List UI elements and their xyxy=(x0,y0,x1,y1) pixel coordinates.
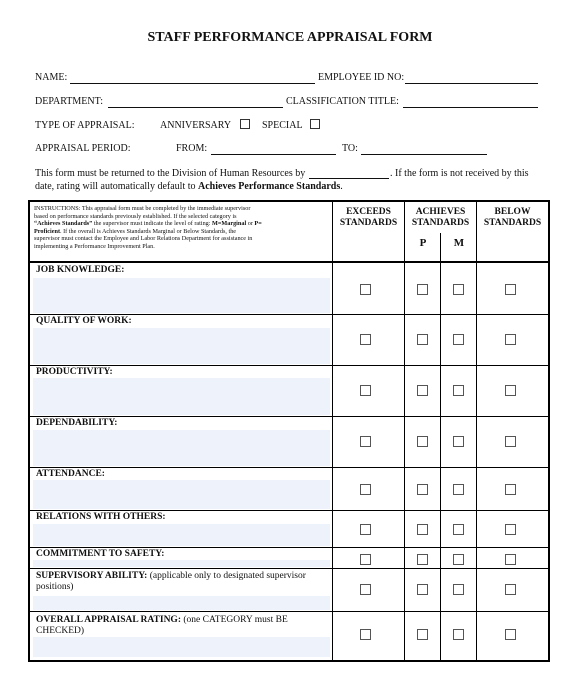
checkbox-dependability-proficient[interactable] xyxy=(417,436,428,447)
row-divider xyxy=(30,568,548,569)
checkbox-attendance-proficient[interactable] xyxy=(417,484,428,495)
row-label-attendance xyxy=(36,469,330,480)
col-header-line: STANDARDS xyxy=(411,218,470,228)
employee-id-field[interactable] xyxy=(405,83,538,84)
instructions-emphasis: Proficient xyxy=(34,227,61,235)
form-title: STAFF PERFORMANCE APPRAISAL FORM xyxy=(147,30,433,45)
checkbox-dependability-exceeds[interactable] xyxy=(360,436,371,447)
row-label-note: (applicable only to designated supervisor positions) xyxy=(36,571,306,592)
checkbox-productivity-marginal[interactable] xyxy=(453,385,464,396)
checkbox-safety-marginal[interactable] xyxy=(453,554,464,565)
row-divider xyxy=(30,416,548,417)
instructions-text xyxy=(34,205,330,251)
checkbox-quality-of-work-proficient[interactable] xyxy=(417,334,428,345)
col-header-line: BELOW xyxy=(494,207,531,217)
anniversary-checkbox[interactable] xyxy=(240,119,250,129)
return-note-end: . xyxy=(340,181,343,192)
col-header-line: STANDARDS xyxy=(339,218,398,228)
col-header-line: ACHIEVES xyxy=(415,207,466,217)
type-of-appraisal-label: TYPE OF APPRAISAL: xyxy=(35,120,135,131)
checkbox-job-knowledge-below[interactable] xyxy=(505,284,516,295)
checkbox-safety-below[interactable] xyxy=(505,554,516,565)
row-label-safety xyxy=(36,549,330,560)
comment-area-dependability[interactable] xyxy=(33,430,330,466)
checkbox-supervisory-marginal[interactable] xyxy=(453,584,464,595)
checkbox-job-knowledge-marginal[interactable] xyxy=(453,284,464,295)
col-header-below xyxy=(477,207,548,229)
row-divider xyxy=(30,547,548,548)
instructions-emphasis: “Achieves Standards” xyxy=(34,220,93,228)
row-label-relations xyxy=(36,512,330,523)
checkbox-relations-proficient[interactable] xyxy=(417,524,428,535)
instructions-line xyxy=(34,220,330,228)
checkbox-overall-marginal[interactable] xyxy=(453,629,464,640)
checkbox-quality-of-work-below[interactable] xyxy=(505,334,516,345)
col-header-proficient: P xyxy=(419,237,427,249)
row-divider xyxy=(30,611,548,612)
row-label-quality-of-work xyxy=(36,316,330,327)
checkbox-overall-exceeds[interactable] xyxy=(360,629,371,640)
checkbox-relations-exceeds[interactable] xyxy=(360,524,371,535)
classification-title-label: CLASSIFICATION TITLE: xyxy=(286,96,399,107)
checkbox-job-knowledge-proficient[interactable] xyxy=(417,284,428,295)
checkbox-dependability-below[interactable] xyxy=(505,436,516,447)
checkbox-productivity-proficient[interactable] xyxy=(417,385,428,396)
comment-area-relations[interactable] xyxy=(33,524,330,546)
row-label-text: RELATIONS WITH OTHERS: xyxy=(36,512,166,522)
row-divider xyxy=(30,510,548,511)
row-label-text: OVERALL APPRAISAL RATING: xyxy=(36,615,181,625)
checkbox-supervisory-below[interactable] xyxy=(505,584,516,595)
employee-id-label: EMPLOYEE ID NO: xyxy=(318,72,405,83)
name-field[interactable] xyxy=(70,83,315,84)
row-label-text: ATTENDANCE: xyxy=(36,469,105,479)
row-label-job-knowledge xyxy=(36,265,330,276)
checkbox-attendance-marginal[interactable] xyxy=(453,484,464,495)
from-label: FROM: xyxy=(176,143,208,154)
to-date-field[interactable] xyxy=(361,154,487,155)
from-date-field[interactable] xyxy=(211,154,336,155)
col-header-line: EXCEEDS xyxy=(346,207,391,217)
comment-area-safety[interactable] xyxy=(33,560,330,567)
grid-line xyxy=(476,202,477,660)
checkbox-quality-of-work-exceeds[interactable] xyxy=(360,334,371,345)
row-label-overall xyxy=(36,615,330,637)
comment-area-job-knowledge[interactable] xyxy=(33,278,330,313)
to-label: TO: xyxy=(342,143,358,154)
checkbox-safety-proficient[interactable] xyxy=(417,554,428,565)
checkbox-productivity-below[interactable] xyxy=(505,385,516,396)
row-divider xyxy=(30,365,548,366)
return-deadline-field[interactable] xyxy=(309,178,389,179)
return-note-part1: This form must be returned to the Division of Human Resources by xyxy=(35,168,306,179)
special-checkbox[interactable] xyxy=(310,119,320,129)
instructions-line xyxy=(34,228,330,236)
col-header-exceeds xyxy=(333,207,404,229)
department-label: DEPARTMENT: xyxy=(35,96,103,107)
comment-area-supervisory[interactable] xyxy=(33,596,330,610)
checkbox-attendance-below[interactable] xyxy=(505,484,516,495)
row-label-text: SUPERVISORY ABILITY: xyxy=(36,571,148,581)
checkbox-supervisory-exceeds[interactable] xyxy=(360,584,371,595)
row-label-text: JOB KNOWLEDGE: xyxy=(36,265,125,275)
instructions-fragment: . If the overall is Achieves Standards Marginal or Below Standards, the xyxy=(60,227,237,235)
row-label-text: QUALITY OF WORK: xyxy=(36,316,132,326)
instructions-line: implementing a Performance Improvement Plan. xyxy=(34,242,155,250)
checkbox-overall-below[interactable] xyxy=(505,629,516,640)
comment-area-productivity[interactable] xyxy=(33,378,330,415)
comment-area-quality-of-work[interactable] xyxy=(33,328,330,364)
row-label-text: DEPENDABILITY: xyxy=(36,418,118,428)
checkbox-quality-of-work-marginal[interactable] xyxy=(453,334,464,345)
return-note-part3: date, rating will automatically default to xyxy=(35,181,196,192)
instructions-emphasis: P= xyxy=(254,220,262,228)
row-label-note: (one CATEGORY must BE CHECKED) xyxy=(36,615,288,636)
instructions-line: supervisor must contact the Employee and Labor Relations Department for assistance in xyxy=(34,235,253,243)
checkbox-relations-marginal[interactable] xyxy=(453,524,464,535)
comment-area-attendance[interactable] xyxy=(33,480,330,509)
grid-line xyxy=(404,202,405,660)
instructions-line: based on performance standards previously established. If the selected category is xyxy=(34,212,237,220)
grid-line xyxy=(440,233,441,660)
row-label-text: PRODUCTIVITY: xyxy=(36,367,113,377)
checkbox-relations-below[interactable] xyxy=(505,524,516,535)
checkbox-overall-proficient[interactable] xyxy=(417,629,428,640)
checkbox-dependability-marginal[interactable] xyxy=(453,436,464,447)
row-label-dependability xyxy=(36,418,330,429)
special-label: SPECIAL xyxy=(262,120,303,131)
checkbox-safety-exceeds[interactable] xyxy=(360,554,371,565)
comment-area-overall[interactable] xyxy=(33,637,330,657)
classification-title-field[interactable] xyxy=(403,107,538,108)
instructions-fragment: or xyxy=(246,220,255,228)
instructions-emphasis: M=Marginal xyxy=(212,220,247,228)
row-label-supervisory xyxy=(36,571,330,593)
col-header-achieves xyxy=(405,207,476,229)
checkbox-supervisory-proficient[interactable] xyxy=(417,584,428,595)
row-label-text: COMMITMENT TO SAFETY: xyxy=(36,549,165,559)
anniversary-label: ANNIVERSARY xyxy=(160,120,232,131)
appraisal-period-label: APPRAISAL PERIOD: xyxy=(35,143,131,154)
row-label-productivity xyxy=(36,367,330,378)
instructions-fragment: the supervisor must indicate the level of rating: xyxy=(92,220,213,228)
department-field[interactable] xyxy=(108,107,283,108)
row-divider xyxy=(30,314,548,315)
return-note-part2: . If the form is not received by this xyxy=(390,168,529,179)
checkbox-attendance-exceeds[interactable] xyxy=(360,484,371,495)
col-header-marginal: M xyxy=(453,237,465,249)
grid-line xyxy=(332,202,333,660)
header-divider xyxy=(30,261,548,263)
instructions-line: INSTRUCTIONS: This appraisal form must be completed by the immediate supervisor xyxy=(34,205,251,212)
default-rating-text: Achieves Performance Standards xyxy=(198,181,341,192)
col-header-line: STANDARDS xyxy=(483,218,542,228)
return-note-line2 xyxy=(35,180,343,193)
name-label: NAME: xyxy=(35,72,68,83)
row-divider xyxy=(30,467,548,468)
checkbox-job-knowledge-exceeds[interactable] xyxy=(360,284,371,295)
checkbox-productivity-exceeds[interactable] xyxy=(360,385,371,396)
